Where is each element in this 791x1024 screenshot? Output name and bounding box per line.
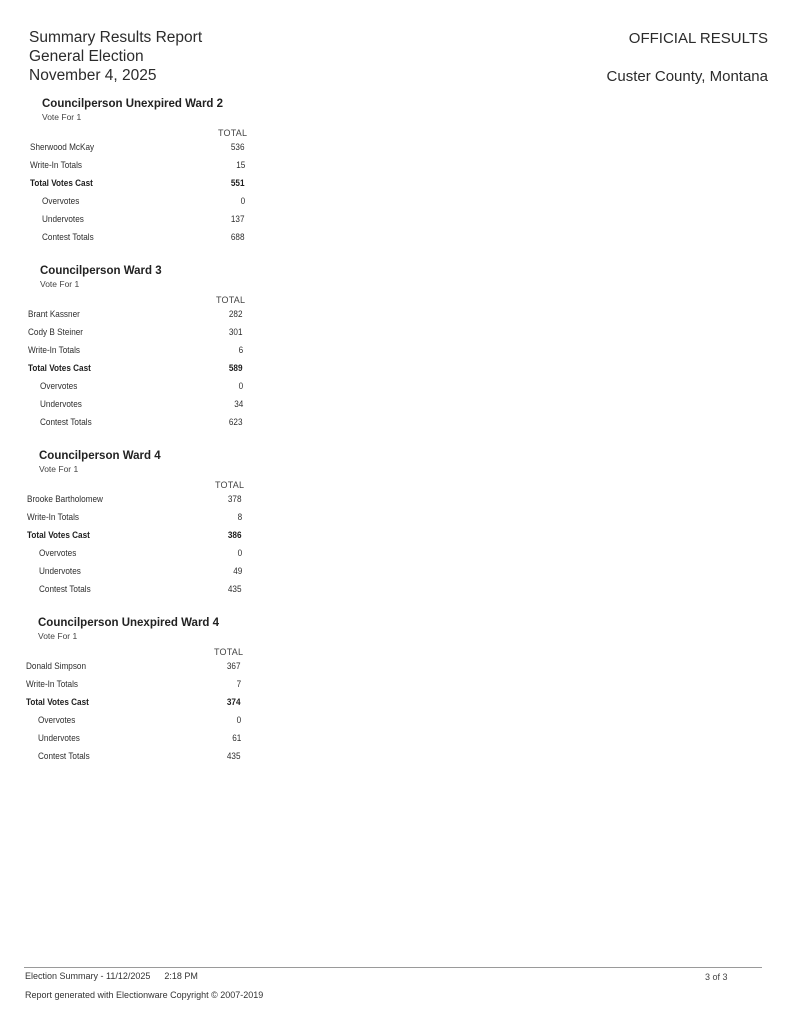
row-label: Overvotes: [38, 715, 76, 725]
undervotes-row: [30, 214, 245, 228]
row-label: Write-In Totals: [28, 345, 80, 355]
row-label: Brooke Bartholomew: [27, 494, 103, 504]
row-value: 589: [229, 363, 243, 373]
row-value: 0: [236, 715, 241, 725]
report-title: Summary Results Report: [29, 29, 203, 46]
row-label: Overvotes: [39, 548, 77, 558]
row-label: Total Votes Cast: [28, 363, 91, 373]
row-label: Undervotes: [42, 214, 84, 224]
total-votes-row: [26, 697, 241, 711]
row-value: 435: [227, 751, 241, 761]
row-label: Cody B Steiner: [28, 327, 84, 337]
contest-title: Councilperson Ward 4: [39, 450, 161, 462]
election-date: November 4, 2025: [29, 67, 157, 84]
total-column-header: TOTAL: [216, 295, 246, 305]
contest-totals-row: [30, 232, 245, 246]
row-label: Total Votes Cast: [26, 697, 89, 707]
write-in-row: [27, 512, 242, 526]
row-label: Write-In Totals: [26, 679, 78, 689]
total-column-header: TOTAL: [214, 647, 244, 657]
page-number: 3 of 3: [705, 972, 728, 982]
vote-for-label: Vote For 1: [42, 112, 82, 122]
row-value: 367: [227, 661, 241, 671]
row-label: Overvotes: [42, 196, 80, 206]
report-header: [29, 28, 202, 85]
election-name: General Election: [29, 48, 144, 65]
row-label: Contest Totals: [42, 232, 94, 242]
contest-title: Councilperson Ward 3: [40, 265, 162, 277]
total-votes-row: [30, 178, 245, 192]
overvotes-row: [30, 196, 245, 210]
contest-title: Councilperson Unexpired Ward 2: [42, 98, 224, 110]
overvotes-row: [26, 715, 241, 729]
row-value: 435: [228, 584, 242, 594]
footer-divider: [24, 967, 762, 968]
candidate-row: [28, 327, 243, 341]
undervotes-row: [28, 399, 243, 413]
row-value: 0: [237, 548, 242, 558]
candidate-row: [27, 494, 242, 508]
row-label: Donald Simpson: [26, 661, 87, 671]
write-in-row: [30, 160, 245, 174]
official-results-label: OFFICIAL RESULTS: [628, 30, 768, 47]
row-label: Undervotes: [39, 566, 81, 576]
row-value: 378: [228, 494, 242, 504]
row-value: 7: [236, 679, 241, 689]
row-label: Contest Totals: [39, 584, 91, 594]
footer-copyright: Report generated with Electionware Copyright © 2007-2019: [25, 990, 264, 1000]
row-label: Undervotes: [38, 733, 80, 743]
row-label: Total Votes Cast: [30, 178, 93, 188]
candidate-row: [26, 661, 241, 675]
row-label: Sherwood McKay: [30, 142, 95, 152]
row-value: 6: [238, 345, 243, 355]
undervotes-row: [26, 733, 241, 747]
row-label: Write-In Totals: [30, 160, 82, 170]
row-value: 34: [233, 399, 243, 409]
footer-summary-date: Election Summary - 11/12/2025: [25, 971, 151, 981]
row-value: 0: [240, 196, 245, 206]
overvotes-row: [27, 548, 242, 562]
row-value: 282: [229, 309, 243, 319]
vote-for-label: Vote For 1: [40, 279, 80, 289]
overvotes-row: [28, 381, 243, 395]
row-label: Brant Kassner: [28, 309, 80, 319]
row-value: 15: [235, 160, 245, 170]
vote-for-label: Vote For 1: [39, 464, 79, 474]
row-label: Contest Totals: [38, 751, 90, 761]
candidate-row: [28, 309, 243, 323]
row-value: 61: [231, 733, 241, 743]
row-value: 536: [231, 142, 245, 152]
row-value: 374: [227, 697, 241, 707]
row-value: 0: [238, 381, 243, 391]
vote-for-label: Vote For 1: [38, 631, 78, 641]
total-column-header: TOTAL: [215, 480, 245, 490]
row-label: Overvotes: [40, 381, 78, 391]
contest-totals-row: [28, 417, 243, 431]
contest-totals-row: [27, 584, 242, 598]
row-value: 623: [229, 417, 243, 427]
row-value: 301: [229, 327, 243, 337]
row-label: Undervotes: [40, 399, 82, 409]
footer-summary: [25, 971, 198, 981]
row-value: 137: [231, 214, 245, 224]
county-name: Custer County, Montana: [606, 68, 768, 85]
footer-time: 2:18 PM: [164, 971, 198, 981]
row-label: Write-In Totals: [27, 512, 79, 522]
row-value: 49: [232, 566, 242, 576]
total-column-header: TOTAL: [218, 128, 248, 138]
write-in-row: [28, 345, 243, 359]
candidate-row: [30, 142, 245, 156]
total-votes-row: [27, 530, 242, 544]
total-votes-row: [28, 363, 243, 377]
contest-totals-row: [26, 751, 241, 765]
row-value: 551: [231, 178, 245, 188]
row-value: 688: [231, 232, 245, 242]
row-label: Total Votes Cast: [27, 530, 90, 540]
write-in-row: [26, 679, 241, 693]
row-label: Contest Totals: [40, 417, 92, 427]
undervotes-row: [27, 566, 242, 580]
contest-title: Councilperson Unexpired Ward 4: [38, 617, 220, 629]
row-value: 386: [228, 530, 242, 540]
row-value: 8: [237, 512, 242, 522]
